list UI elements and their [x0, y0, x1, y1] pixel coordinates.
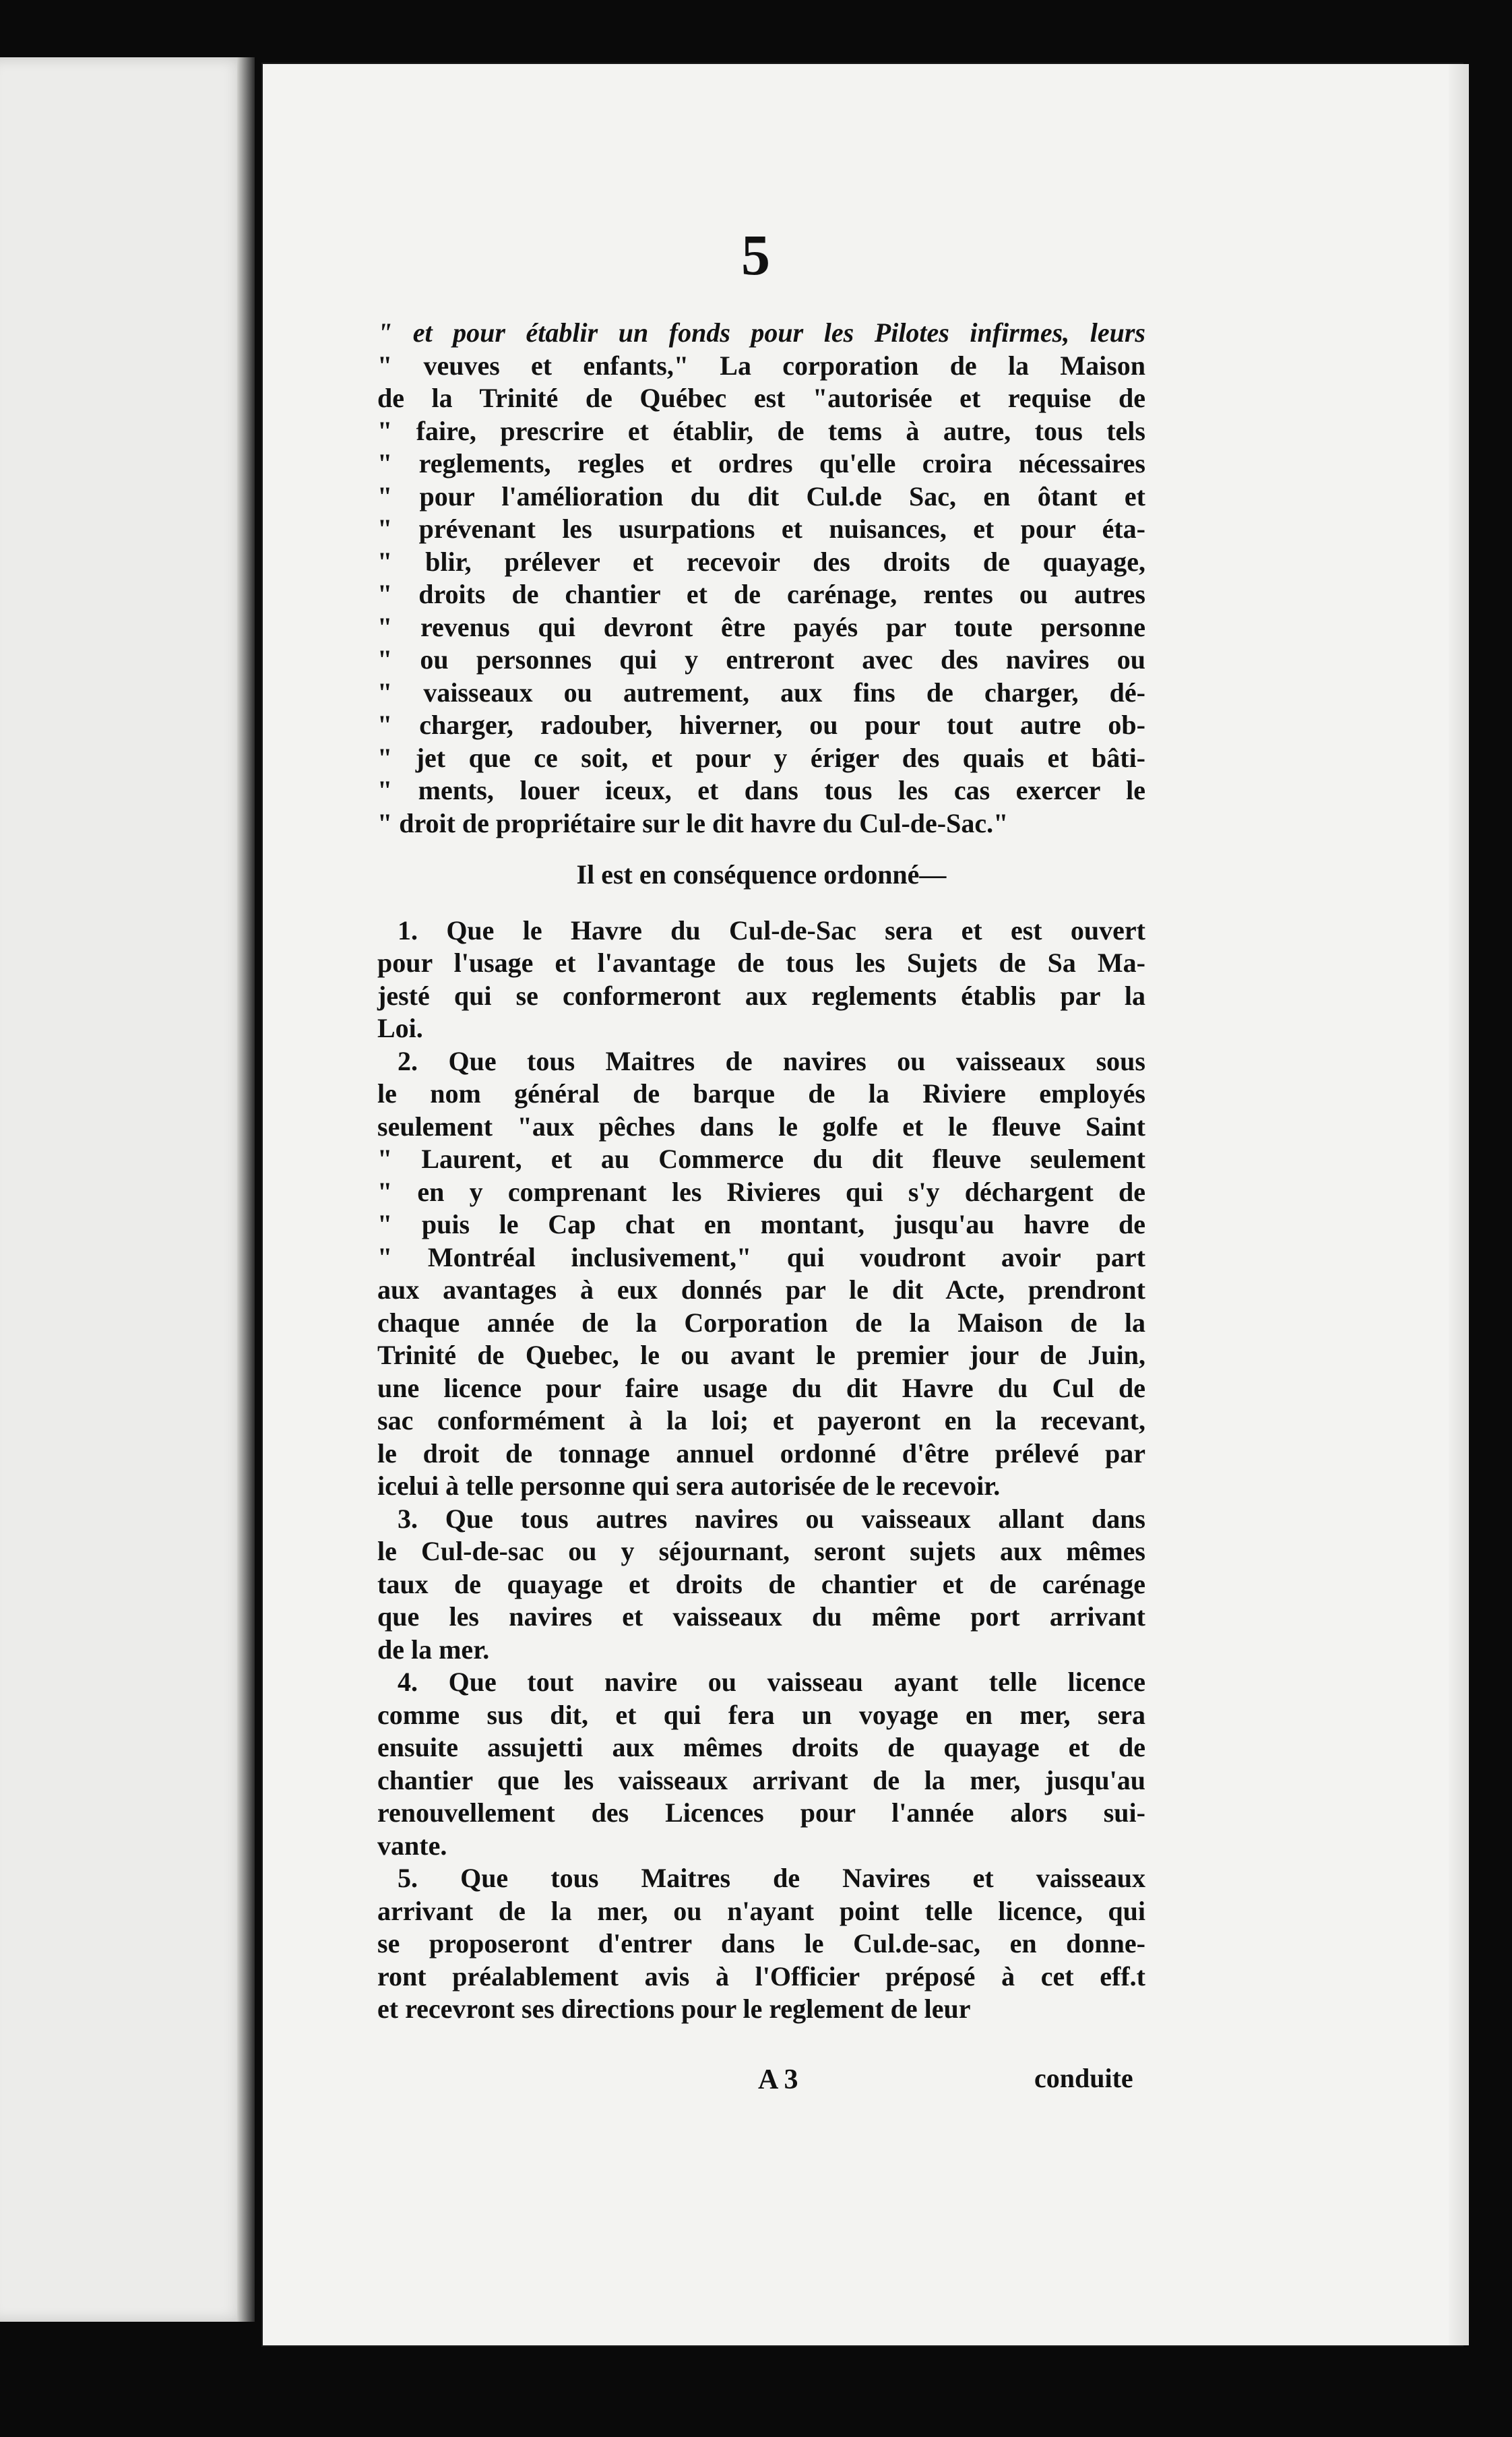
page-edge [1449, 64, 1469, 2345]
text-line: aux avantages à eux donnés par le dit Acte, prendront [377, 1274, 1145, 1305]
text-line: vante. [377, 1830, 447, 1861]
text-line: seulement "aux pêches dans le golfe et le fleuve Saint [377, 1111, 1145, 1142]
text-line: le Cul-de-sac ou y séjournant, seront sujets aux mêmes [377, 1536, 1145, 1566]
text-line: icelui à telle personne qui sera autorisée de le recevoir. [377, 1471, 1001, 1501]
text-line: renouvellement des Licences pour l'année alors sui- [377, 1797, 1145, 1828]
text-line: se proposeront d'entrer dans le Cul.de-sac, en donne- [377, 1928, 1145, 1958]
text-line: chaque année de la Corporation de la Maison de la [377, 1307, 1145, 1338]
book-gutter [237, 57, 255, 2322]
text-line: ensuite assujetti aux mêmes droits de quayage et de [377, 1732, 1145, 1762]
text-line: chantier que les vaisseaux arrivant de la mer, jusqu'au [377, 1764, 1145, 1795]
printer-signature-mark: A 3 [758, 2064, 798, 2095]
text-line: " veuves et enfants," La corporation de la Maison [377, 350, 1145, 381]
text-line: le nom général de barque de la Riviere employés [377, 1078, 1145, 1109]
text-line: 5. Que tous Maitres de Navires et vaisseaux [398, 1863, 1145, 1893]
text-line: 3. Que tous autres navires ou vaisseaux allant dans [398, 1503, 1145, 1534]
text-line: " revenus qui devront être payés par toute personne [377, 611, 1145, 642]
left-facing-page [0, 57, 251, 2322]
text-line: ront préalablement avis à l'Officier préposé à cet eff.t [377, 1961, 1145, 1992]
text-line: " ments, louer iceux, et dans tous les cas exercer le [377, 775, 1145, 805]
text-line: " Montréal inclusivement," qui voudront avoir part [377, 1241, 1145, 1272]
text-line: " reglements, regles et ordres qu'elle croira nécessaires [377, 448, 1145, 479]
text-line: " prévenant les usurpations et nuisances, et pour éta- [377, 514, 1145, 544]
text-line: Trinité de Quebec, le ou avant le premier jour de Juin, [377, 1340, 1145, 1370]
text-line: " Laurent, et au Commerce du dit fleuve seulement [377, 1144, 1145, 1174]
text-line: taux de quayage et droits de chantier et de carénage [377, 1568, 1145, 1599]
section-heading: Il est en conséquence ordonné— [576, 859, 947, 890]
text-line: comme sus dit, et qui fera un voyage en mer, sera [377, 1699, 1145, 1730]
text-line: de la mer. [377, 1634, 490, 1665]
text-line: 2. Que tous Maitres de navires ou vaisseaux sous [398, 1045, 1145, 1076]
text-line: et recevront ses directions pour le reglement de leur [377, 1994, 971, 2024]
text-line: " faire, prescrire et établir, de tems à autre, tous tels [377, 415, 1145, 446]
page-number: 5 [741, 222, 770, 287]
text-line: " en y comprenant les Rivieres qui s'y déchargent de [377, 1176, 1145, 1207]
text-line: 4. Que tout navire ou vaisseau ayant telle licence [398, 1667, 1145, 1697]
text-line: " vaisseaux ou autrement, aux fins de charger, dé- [377, 677, 1145, 708]
text-line: " et pour établir un fonds pour les Pilotes infirmes, leurs [377, 317, 1145, 348]
text-line: " jet que ce soit, et pour y ériger des quais et bâti- [377, 742, 1145, 773]
text-line: de la Trinité de Québec est "autorisée et requise de [377, 383, 1145, 413]
text-line: sac conformément à la loi; et payeront en la recevant, [377, 1405, 1145, 1436]
text-line: " droit de propriétaire sur le dit havre du Cul-de-Sac." [377, 807, 1009, 838]
text-line: 1. Que le Havre du Cul-de-Sac sera et est ouvert [398, 915, 1145, 946]
text-line: " charger, radouber, hiverner, ou pour tout autre ob- [377, 710, 1145, 740]
text-line: " ou personnes qui y entreront avec des navires ou [377, 644, 1145, 675]
text-line: " puis le Cap chat en montant, jusqu'au havre de [377, 1209, 1145, 1239]
text-line: " blir, prélever et recevoir des droits de quayage, [377, 546, 1145, 577]
text-line: le droit de tonnage annuel ordonné d'être prélevé par [377, 1438, 1145, 1469]
catchword: conduite [1034, 2063, 1133, 2093]
text-line: " droits de chantier et de carénage, rentes ou autres [377, 579, 1145, 609]
text-line: arrivant de la mer, ou n'ayant point telle licence, qui [377, 1895, 1145, 1926]
text-line: une licence pour faire usage du dit Havre du Cul de [377, 1372, 1145, 1403]
text-line: pour l'usage et l'avantage de tous les Sujets de Sa Ma- [377, 948, 1145, 978]
text-line: jesté qui se conformeront aux reglements établis par la [377, 980, 1145, 1011]
text-line: Loi. [377, 1013, 423, 1043]
text-line: que les navires et vaisseaux du même port arrivant [377, 1601, 1145, 1632]
text-line: " pour l'amélioration du dit Cul.de Sac, en ôtant et [377, 481, 1145, 512]
